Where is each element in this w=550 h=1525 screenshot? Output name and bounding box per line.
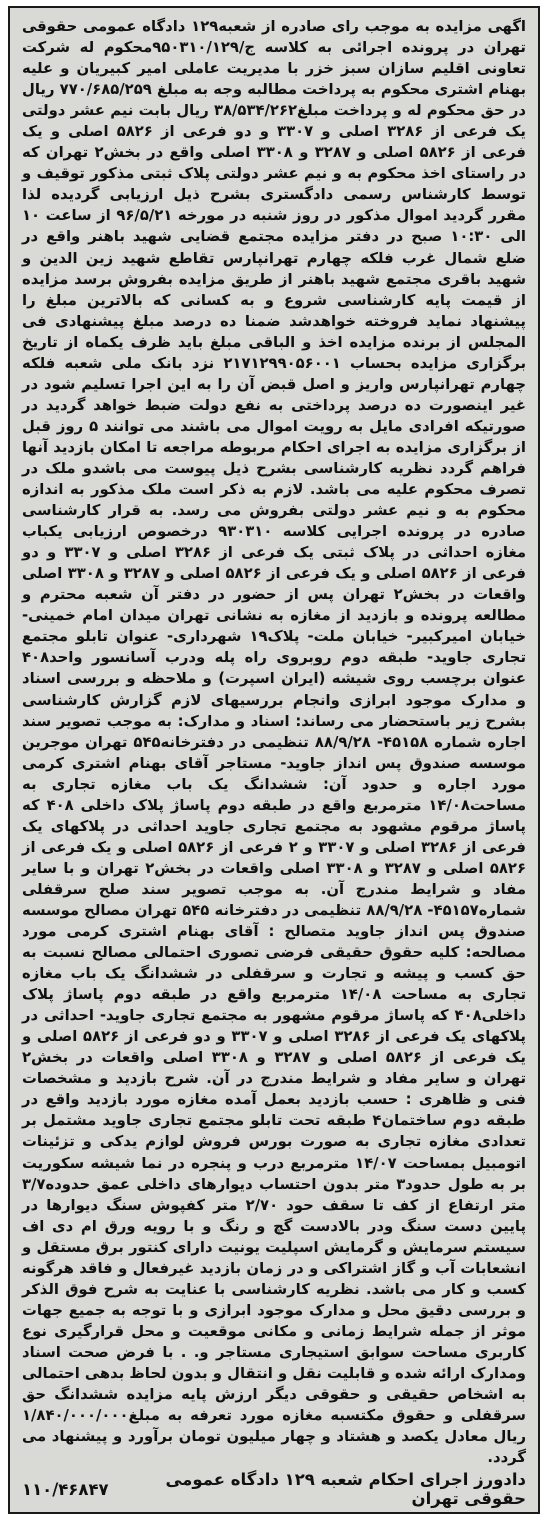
notice-reference-number: ۱۱۰/۴۶۸۴۷ xyxy=(22,1479,109,1499)
legal-auction-notice xyxy=(8,6,540,1514)
notice-body-text: اگهی مزایده به موجب رای صادره از شعبه۱۲۹ دادگاه عمومی حقوقی تهران در پرونده اجرائی به کلاسه ج/۹۵۰۳۱۰/۱۲۹محکوم له شرکت تعاونی اقلیم سازان سبز خزر با مدیریت عاملی امیر کبیریان و علیه بهنام اشتری محکوم به پرداخت مطالبه وجه به مبلغ ۷۷۰/۶۸۵/۲۵۹ ریال در حق محکوم له و پرداخت مبلغ۳۸/۵۳۴/۲۶۲ ریال بابت نیم عشر دولتی یک فرعی از ۳۲۸۶ اصلی و ۳۳۰۷ و دو فرعی از ۵۸۲۶ اصلی و یک فرعی از ۵۸۲۶ اصلی و ۳۲۸۷ و ۳۳۰۸ اصلی واقع در بخش۲ تهران که در راستای اخذ محکوم به و نیم عشر دولتی پلاک ثبتی مذکور توقیف و توسط کارشناس رسمی دادگستری بشرح ذیل ارزیابی گردیده لذا مقرر گردید اموال مذکور در روز شنبه در مورخه ۹۶/۵/۲۱ از ساعت ۱۰ الی ۱۰:۳۰ صبح در دفتر مزایده مجتمع قضایی شهید باهنر واقع در ضلع شمال غرب فلکه چهارم تهرانپارس تقاطع شهید زین الدین و شهید باقری مجتمع شهید باهنر از طریق مزایده بفروش برسد مزایده از قیمت پایه کارشناسی شروع و به کسانی که بالاترین مبلغ را پیشنهاد نماید فروخته خواهدشد ضمنا ده درصد مبلغ پیشنهادی فی المجلس از برنده مزایده اخذ و الباقی مبلغ باید ظرف یکماه از تاریخ برگزاری مزایده بحساب ۲۱۷۱۲۹۹۰۵۶۰۰۱ نزد بانک ملی شعبه فلکه چهارم تهرانپارس واریز و اصل قبض آن را به این اجرا تسلیم شود در غیر اینصورت ده درصد پرداختی به نفع دولت ضبط خواهد گردید در صورتیکه افرادی مایل به رویت اموال می باشند می توانند ۵ روز قبل از برگزاری مزایده به اجرای احکام مربوطه مراجعه تا امکان بازدید آنها فراهم گردد نظریه کارشناسی بشرح ذیل پیوست می باشدو ملک در تصرف محکوم علیه می باشد. لازم به ذکر است ملک مذکور به اندازه محکوم به و نیم عشر دولتی بفروش می رسد. به قرار کارشناسی صادره در پرونده اجرایی کلاسه ۹۳۰۳۱۰ درخصوص ارزیابی یکباب مغازه احداثی در پلاک ثبتی یک فرعی از ۳۲۸۶ اصلی و ۳۳۰۷ و دو فرعی از ۵۸۲۶ اصلی و یک فرعی از ۵۸۲۶ اصلی و ۳۲۸۷ و ۳۳۰۸ اصلی واقعات در بخش۲ تهران پس از حضور در دفتر آن شعبه محترم و مطالعه پرونده و بازدید از مغازه به نشانی تهران میدان امام خمینی- خیابان امیرکبیر- خیابان ملت- پلاک۱۹ شهرداری- عنوان تابلو مجتمع تجاری جاوید- طبقه دوم روبروی راه پله ودرب آسانسور واحد۴۰۸ عنوان برچسب روی شیشه (ایران اسپرت) و ملاحظه و بررسی اسناد و مدارک موجود ابرازی وانجام بررسیهای لازم گزارش کارشناسی بشرح زیر باستحضار می رساند: اسناد و مدارک: به موجب تصویر سند اجاره شماره ۴۵۱۵۸- ۸۸/۹/۲۸ تنظیمی در دفترخانه۵۴۵ تهران موجرین موسسه صندوق پس انداز جاوید- مستاجر آقای بهنام اشتری کرمی مورد اجاره و حدود آن: ششدانگ یک باب مغازه تجاری به مساحت۱۴/۰۸ مترمربع واقع در طبقه دوم پاساژ پلاک داخلی ۴۰۸ که پاساژ مرقوم مشهود به مجتمع تجاری جاوید احداثی در پلاکهای یک فرعی از ۳۲۸۶ اصلی و ۳۳۰۷ و ۲ فرعی از ۵۸۲۶ اصلی و یک فرعی از ۵۸۲۶ اصلی و ۳۲۸۷ و ۳۳۰۸ اصلی واقعات در بخش۲ تهران و با سایر مفاد و شرایط مندرج آن. به موجب تصویر سند صلح سرقفلی شماره۴۵۱۵۷- ۸۸/۹/۲۸ تنظیمی در دفترخانه ۵۴۵ تهران مصالح موسسه صندوق پس انداز جاوید متصالح : آقای بهنام اشتری کرمی مورد مصالحه: کلیه حقوق حقیقی فرضی تصوری احتمالی مصالح نسبت به حق کسب و پیشه و تجارت و سرقفلی در ششدانگ یک باب مغازه تجاری به مساحت ۱۴/۰۸ مترمربع واقع در طبقه دوم پاساژ پلاک داخلی۴۰۸ که پاساژ مرقوم مشهور به مجتمع تجاری جاوید- احداثی در پلاکهای یک فرعی از ۳۲۸۶ اصلی و ۳۳۰۷ و دو فرعی از ۵۸۲۶ اصلی و یک فرعی از ۵۸۲۶ اصلی و ۳۲۸۷ و ۳۳۰۸ اصلی واقعات در بخش۲ تهران و سایر مفاد و شرایط مندرج در آن. شرح بازدید و مشخصات فنی و ظاهری : حسب بازدید بعمل آمده مغازه مورد بازدید واقع در طبقه دوم ساختمان۴ طبقه تحت تابلو مجتمع تجاری جاوید مشتمل بر تعدادی مغازه تجاری به صورت بورس فروش لوازم یدکی و تزئینات اتومبیل بمساحت ۱۴/۰۷ مترمربع درب و پنجره در نما شیشه سکوریت بر به طول حدود۳ متر بدون احتساب دیوارهای داخلی عمق حدوده۳/۷ متر ارتفاع از کف تا سقف حود ۲/۷۰ متر کفپوش سنگ دیوارها در پایین دست سنگ ودر بالادست گچ و رنگ و با رویه ورق ام دی اف سیستم سرمایش و گرمایش اسپلیت یونیت دارای کنتور برق مستقل و انشعابات آب و گاز اشتراکی و در زمان بازدید غیرفعال و فاقد هرگونه کسب و کار می باشد. نظریه کارشناسی با عنایت به شرح فوق الذکر و بررسی دقیق محل و مدارک موجود ابرازی و با توجه به جمیع جهات موثر از جمله شرایط زمانی و مکانی موقعیت و محل قرارگیری نوع کاربری مساحت سوابق استیجاری مستاجر و. . با فرض صحت اسناد ومدارک ارائه شده و قابلیت نقل و انتقال و بدون لحاظ بدهی احتمالی به اشخاص حقیقی و حقوقی دیگر ارزش پایه مزایده ششدانگ حق سرقفلی و حقوق مکتسبه مغازه مورد تعرفه به مبلغ۱/۸۴۰/۰۰۰/۰۰۰ ریال معادل یکصد و هشتاد و چهار میلیون تومان برآورد و پیشنهاد می گردد. xyxy=(22,18,527,1467)
notice-signature: دادورز اجرای احکام شعبه ۱۲۹ دادگاه عمومی حقوقی تهران xyxy=(165,1470,526,1508)
notice-footer xyxy=(22,1470,526,1508)
